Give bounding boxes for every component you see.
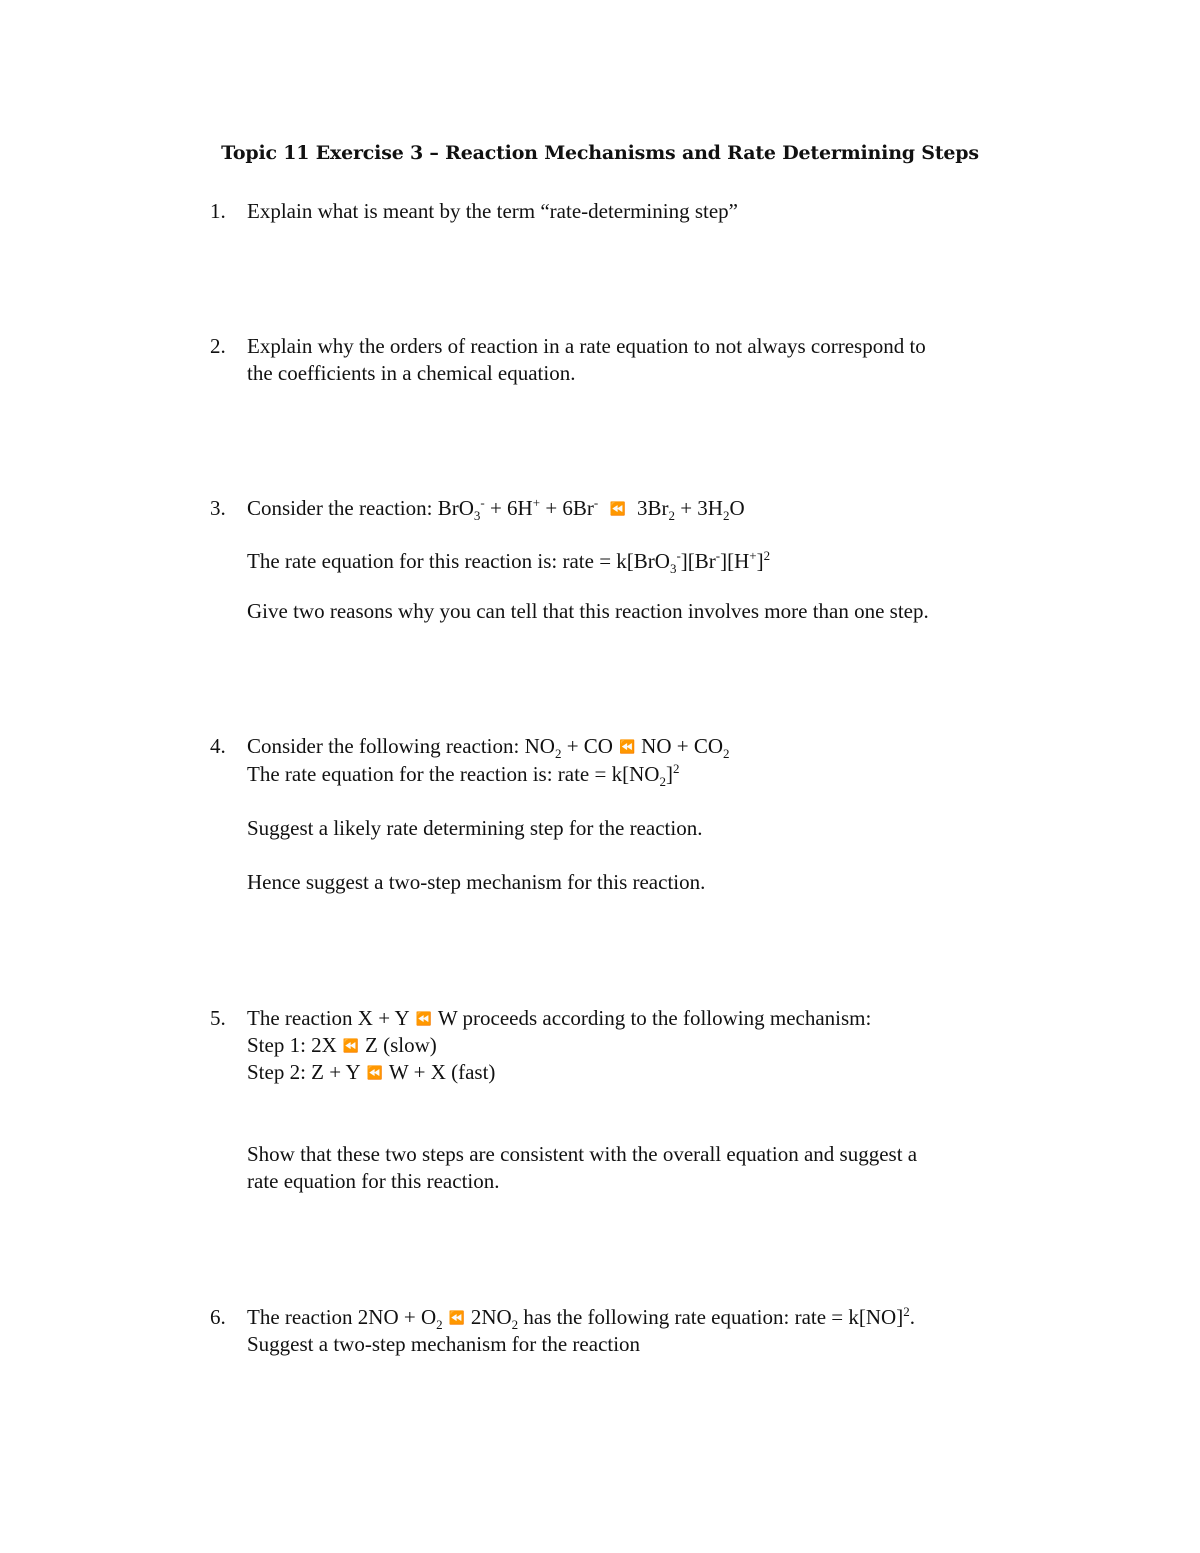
reaction-intro: Consider the reaction: <box>247 496 433 520</box>
reaction-arrow-icon: ⏪ <box>342 1039 360 1054</box>
reaction-equation: Consider the following reaction: $NO_2$ + CO ⏪ NO + $CO_2$ <box>247 734 730 762</box>
reaction-equation: The reaction $2NO + O_2$ ⏪ $2NO_2$ has the following rate equation: rate = k[NO]$^2$. <box>247 1304 915 1333</box>
rate-equation: The rate equation for this reaction is: rate = $k[BrO_3^-][Br^-][H^+]^2$ <box>247 548 771 577</box>
question-prompt: rate equation for this reaction. <box>247 1169 500 1193</box>
question-number: 4. <box>210 734 226 758</box>
question-number: 5. <box>210 1006 226 1030</box>
question-prompt: Suggest a likely rate determining step for the reaction. <box>247 816 703 840</box>
question-prompt: Show that these two steps are consistent with the overall equation and suggest a <box>247 1142 918 1166</box>
mechanism-step-2: Step 2: Z + Y ⏪ W + X (fast) <box>247 1059 495 1087</box>
product-h2o: + $3H_2O$ <box>680 496 745 524</box>
question-prompt: Give two reasons why you can tell that this reaction involves more than one step. <box>247 599 929 623</box>
question-prompt: Hence suggest a two-step mechanism for this reaction. <box>247 870 706 894</box>
reactant-br: + 6Br- <box>545 495 599 520</box>
question-text: Explain what is meant by the term “rate-determining step” <box>247 199 738 223</box>
reactant-bro3: BrO$_3$- <box>437 495 485 524</box>
question-number: 6. <box>210 1305 226 1329</box>
reaction-equation <box>247 495 745 523</box>
reaction-arrow-icon: ⏪ <box>618 740 636 755</box>
reaction-arrow-icon: ⏪ <box>448 1311 465 1326</box>
reaction-arrow-icon: ⏪ <box>609 502 626 517</box>
rate-equation: The rate equation for the reaction is: rate = $k[NO_2]^2$ <box>247 761 680 790</box>
reaction-intro: The reaction X + Y ⏪ W proceeds according to the following mechanism: <box>247 1005 871 1033</box>
question-text: Explain why the orders of reaction in a rate equation to not always correspond to <box>247 334 926 358</box>
question-number: 3. <box>210 496 226 520</box>
question-text: the coefficients in a chemical equation. <box>247 361 576 385</box>
reactant-h: + 6H+ <box>489 495 541 520</box>
page-title: Topic 11 Exercise 3 – Reaction Mechanisms and Rate Determining Steps <box>221 142 979 164</box>
mechanism-step-1: Step 1: 2X ⏪ Z (slow) <box>247 1032 437 1060</box>
question-prompt: Suggest a two-step mechanism for the reaction <box>247 1332 641 1356</box>
question-number: 1. <box>210 199 226 223</box>
product-br2: $3Br_2$ <box>636 496 675 524</box>
reaction-arrow-icon: ⏪ <box>415 1012 432 1027</box>
question-number: 2. <box>210 334 226 358</box>
reaction-arrow-icon: ⏪ <box>366 1066 383 1081</box>
